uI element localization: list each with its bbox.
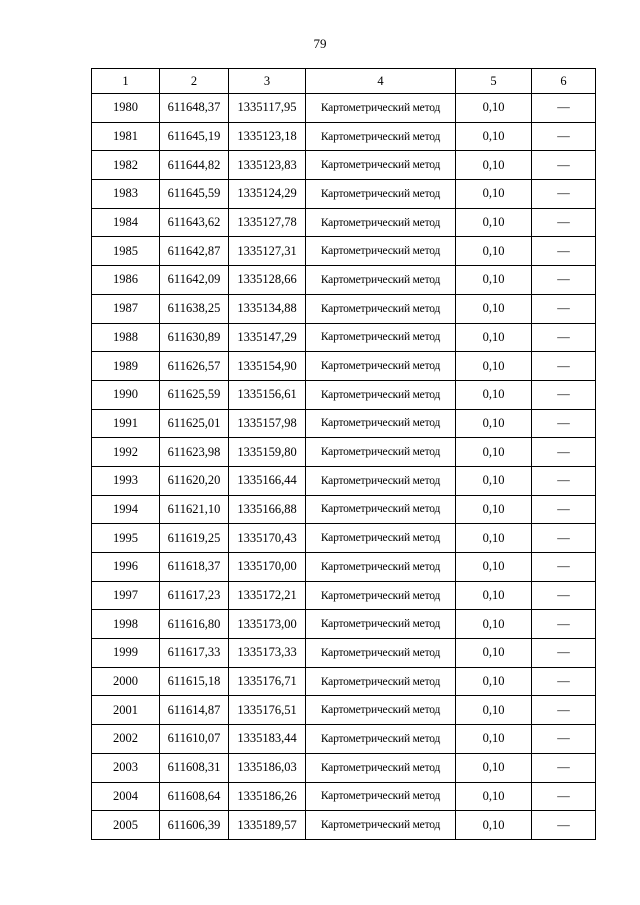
table-row: [92, 811, 596, 840]
x-coordinate-cell: 611644,82: [160, 151, 229, 180]
table-row: [92, 466, 596, 495]
accuracy-cell: 0,10: [456, 266, 532, 295]
point-number-cell: 1988: [92, 323, 160, 352]
table-row: [92, 94, 596, 123]
page-number: 79: [313, 36, 327, 51]
y-coordinate-cell: 1335134,88: [229, 294, 306, 323]
x-coordinate-cell: 611608,64: [160, 782, 229, 811]
y-coordinate-cell: 1335147,29: [229, 323, 306, 352]
accuracy-cell: 0,10: [456, 581, 532, 610]
y-coordinate-cell: 1335156,61: [229, 380, 306, 409]
description-cell: —: [532, 237, 596, 266]
method-cell: Картометрический метод: [306, 180, 456, 209]
point-number-cell: 1999: [92, 639, 160, 668]
point-number-cell: 2001: [92, 696, 160, 725]
x-coordinate-cell: 611638,25: [160, 294, 229, 323]
method-cell: Картометрический метод: [306, 323, 456, 352]
description-cell: —: [532, 696, 596, 725]
table-row: [92, 581, 596, 610]
accuracy-cell: 0,10: [456, 553, 532, 582]
x-coordinate-cell: 611618,37: [160, 553, 229, 582]
point-number-cell: 1985: [92, 237, 160, 266]
y-coordinate-cell: 1335166,88: [229, 495, 306, 524]
table-row: [92, 380, 596, 409]
x-coordinate-cell: 611642,87: [160, 237, 229, 266]
table-row: [92, 667, 596, 696]
accuracy-cell: 0,10: [456, 352, 532, 381]
y-coordinate-cell: 1335173,00: [229, 610, 306, 639]
description-cell: —: [532, 495, 596, 524]
y-coordinate-cell: 1335159,80: [229, 438, 306, 467]
table-row: [92, 610, 596, 639]
method-cell: Картометрический метод: [306, 208, 456, 237]
accuracy-cell: 0,10: [456, 151, 532, 180]
y-coordinate-cell: 1335186,26: [229, 782, 306, 811]
point-number-cell: 2002: [92, 725, 160, 754]
table-body: [92, 94, 596, 840]
column-header-4: 4: [306, 69, 456, 94]
column-header-6: 6: [532, 69, 596, 94]
y-coordinate-cell: 1335117,95: [229, 94, 306, 123]
column-header-2: 2: [160, 69, 229, 94]
accuracy-cell: 0,10: [456, 409, 532, 438]
point-number-cell: 1995: [92, 524, 160, 553]
point-number-cell: 2003: [92, 753, 160, 782]
accuracy-cell: 0,10: [456, 466, 532, 495]
description-cell: —: [532, 639, 596, 668]
method-cell: Картометрический метод: [306, 782, 456, 811]
table-row: [92, 438, 596, 467]
table-row: [92, 266, 596, 295]
description-cell: —: [532, 180, 596, 209]
accuracy-cell: 0,10: [456, 438, 532, 467]
table-row: [92, 151, 596, 180]
description-cell: —: [532, 524, 596, 553]
table-header-row: [92, 69, 596, 94]
x-coordinate-cell: 611608,31: [160, 753, 229, 782]
accuracy-cell: 0,10: [456, 696, 532, 725]
point-number-cell: 1996: [92, 553, 160, 582]
table-row: [92, 782, 596, 811]
method-cell: Картометрический метод: [306, 696, 456, 725]
description-cell: —: [532, 610, 596, 639]
x-coordinate-cell: 611606,39: [160, 811, 229, 840]
method-cell: Картометрический метод: [306, 438, 456, 467]
table-row: [92, 323, 596, 352]
accuracy-cell: 0,10: [456, 380, 532, 409]
table-row: [92, 352, 596, 381]
y-coordinate-cell: 1335123,83: [229, 151, 306, 180]
x-coordinate-cell: 611617,33: [160, 639, 229, 668]
accuracy-cell: 0,10: [456, 524, 532, 553]
description-cell: —: [532, 266, 596, 295]
x-coordinate-cell: 611648,37: [160, 94, 229, 123]
accuracy-cell: 0,10: [456, 610, 532, 639]
column-header-5: 5: [456, 69, 532, 94]
description-cell: —: [532, 409, 596, 438]
description-cell: —: [532, 380, 596, 409]
coordinates-table: [91, 68, 596, 840]
point-number-cell: 1981: [92, 122, 160, 151]
x-coordinate-cell: 611626,57: [160, 352, 229, 381]
y-coordinate-cell: 1335176,71: [229, 667, 306, 696]
point-number-cell: 1984: [92, 208, 160, 237]
point-number-cell: 1993: [92, 466, 160, 495]
description-cell: —: [532, 553, 596, 582]
y-coordinate-cell: 1335183,44: [229, 725, 306, 754]
table-row: [92, 409, 596, 438]
description-cell: —: [532, 667, 596, 696]
method-cell: Картометрический метод: [306, 409, 456, 438]
y-coordinate-cell: 1335189,57: [229, 811, 306, 840]
method-cell: Картометрический метод: [306, 352, 456, 381]
description-cell: —: [532, 438, 596, 467]
method-cell: Картометрический метод: [306, 266, 456, 295]
accuracy-cell: 0,10: [456, 180, 532, 209]
y-coordinate-cell: 1335127,78: [229, 208, 306, 237]
y-coordinate-cell: 1335186,03: [229, 753, 306, 782]
description-cell: —: [532, 208, 596, 237]
method-cell: Картометрический метод: [306, 466, 456, 495]
method-cell: Картометрический метод: [306, 581, 456, 610]
x-coordinate-cell: 611643,62: [160, 208, 229, 237]
x-coordinate-cell: 611645,19: [160, 122, 229, 151]
accuracy-cell: 0,10: [456, 294, 532, 323]
x-coordinate-cell: 611630,89: [160, 323, 229, 352]
x-coordinate-cell: 611623,98: [160, 438, 229, 467]
method-cell: Картометрический метод: [306, 495, 456, 524]
y-coordinate-cell: 1335176,51: [229, 696, 306, 725]
table-row: [92, 180, 596, 209]
accuracy-cell: 0,10: [456, 811, 532, 840]
x-coordinate-cell: 611617,23: [160, 581, 229, 610]
method-cell: Картометрический метод: [306, 122, 456, 151]
y-coordinate-cell: 1335154,90: [229, 352, 306, 381]
x-coordinate-cell: 611610,07: [160, 725, 229, 754]
accuracy-cell: 0,10: [456, 753, 532, 782]
method-cell: Картометрический метод: [306, 811, 456, 840]
x-coordinate-cell: 611621,10: [160, 495, 229, 524]
description-cell: —: [532, 753, 596, 782]
y-coordinate-cell: 1335157,98: [229, 409, 306, 438]
description-cell: —: [532, 352, 596, 381]
description-cell: —: [532, 466, 596, 495]
accuracy-cell: 0,10: [456, 639, 532, 668]
accuracy-cell: 0,10: [456, 122, 532, 151]
x-coordinate-cell: 611645,59: [160, 180, 229, 209]
point-number-cell: 1992: [92, 438, 160, 467]
y-coordinate-cell: 1335166,44: [229, 466, 306, 495]
y-coordinate-cell: 1335123,18: [229, 122, 306, 151]
accuracy-cell: 0,10: [456, 667, 532, 696]
point-number-cell: 2004: [92, 782, 160, 811]
x-coordinate-cell: 611620,20: [160, 466, 229, 495]
accuracy-cell: 0,10: [456, 323, 532, 352]
y-coordinate-cell: 1335128,66: [229, 266, 306, 295]
y-coordinate-cell: 1335127,31: [229, 237, 306, 266]
point-number-cell: 2000: [92, 667, 160, 696]
description-cell: —: [532, 725, 596, 754]
point-number-cell: 1998: [92, 610, 160, 639]
point-number-cell: 1997: [92, 581, 160, 610]
x-coordinate-cell: 611642,09: [160, 266, 229, 295]
point-number-cell: 1994: [92, 495, 160, 524]
accuracy-cell: 0,10: [456, 208, 532, 237]
table-row: [92, 208, 596, 237]
y-coordinate-cell: 1335170,00: [229, 553, 306, 582]
y-coordinate-cell: 1335172,21: [229, 581, 306, 610]
accuracy-cell: 0,10: [456, 94, 532, 123]
x-coordinate-cell: 611625,59: [160, 380, 229, 409]
description-cell: —: [532, 323, 596, 352]
method-cell: Картометрический метод: [306, 524, 456, 553]
table-row: [92, 495, 596, 524]
accuracy-cell: 0,10: [456, 782, 532, 811]
column-header-1: 1: [92, 69, 160, 94]
method-cell: Картометрический метод: [306, 639, 456, 668]
method-cell: Картометрический метод: [306, 667, 456, 696]
y-coordinate-cell: 1335170,43: [229, 524, 306, 553]
table-row: [92, 553, 596, 582]
point-number-cell: 2005: [92, 811, 160, 840]
y-coordinate-cell: 1335173,33: [229, 639, 306, 668]
method-cell: Картометрический метод: [306, 294, 456, 323]
method-cell: Картометрический метод: [306, 380, 456, 409]
point-number-cell: 1986: [92, 266, 160, 295]
table-row: [92, 725, 596, 754]
x-coordinate-cell: 611614,87: [160, 696, 229, 725]
description-cell: —: [532, 151, 596, 180]
table-row: [92, 122, 596, 151]
point-number-cell: 1987: [92, 294, 160, 323]
point-number-cell: 1983: [92, 180, 160, 209]
x-coordinate-cell: 611616,80: [160, 610, 229, 639]
column-header-3: 3: [229, 69, 306, 94]
point-number-cell: 1980: [92, 94, 160, 123]
description-cell: —: [532, 782, 596, 811]
x-coordinate-cell: 611615,18: [160, 667, 229, 696]
accuracy-cell: 0,10: [456, 725, 532, 754]
accuracy-cell: 0,10: [456, 495, 532, 524]
table-row: [92, 696, 596, 725]
x-coordinate-cell: 611619,25: [160, 524, 229, 553]
description-cell: —: [532, 294, 596, 323]
method-cell: Картометрический метод: [306, 94, 456, 123]
method-cell: Картометрический метод: [306, 753, 456, 782]
point-number-cell: 1990: [92, 380, 160, 409]
table-row: [92, 294, 596, 323]
description-cell: —: [532, 811, 596, 840]
description-cell: —: [532, 94, 596, 123]
y-coordinate-cell: 1335124,29: [229, 180, 306, 209]
point-number-cell: 1991: [92, 409, 160, 438]
table-row: [92, 753, 596, 782]
method-cell: Картометрический метод: [306, 725, 456, 754]
method-cell: Картометрический метод: [306, 610, 456, 639]
table-row: [92, 237, 596, 266]
description-cell: —: [532, 581, 596, 610]
accuracy-cell: 0,10: [456, 237, 532, 266]
method-cell: Картометрический метод: [306, 151, 456, 180]
x-coordinate-cell: 611625,01: [160, 409, 229, 438]
description-cell: —: [532, 122, 596, 151]
point-number-cell: 1982: [92, 151, 160, 180]
table-row: [92, 524, 596, 553]
point-number-cell: 1989: [92, 352, 160, 381]
method-cell: Картометрический метод: [306, 553, 456, 582]
method-cell: Картометрический метод: [306, 237, 456, 266]
table-row: [92, 639, 596, 668]
